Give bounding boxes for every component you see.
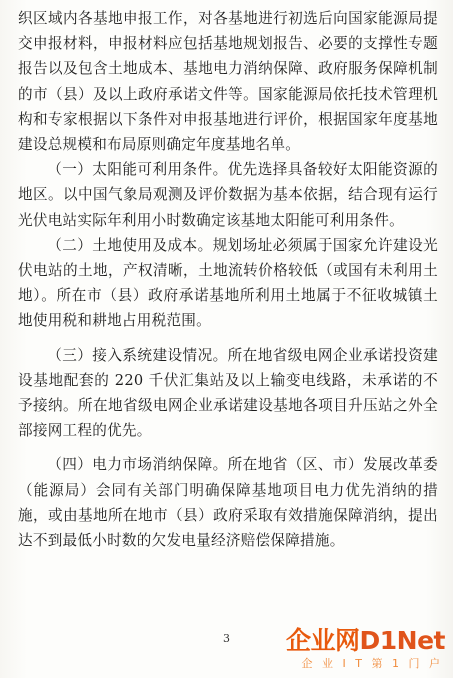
paragraph-solar-conditions: （一）太阳能可利用条件。优先选择具备较好太阳能资源的地区。以中国气象局观测及评价数据为基本依据，结合现有运行光伏电站实际年利用小时数确定该基地太阳能可利用条件。 [18,161,438,229]
document-body [18,6,438,553]
watermark-slogan: 企 业 I T 第 1 门 户 [301,657,443,670]
paragraph-land-use: （二）土地使用及成本。规划场址必须属于国家允许建设光伏电站的土地，产权清晰，土地流转价格较低（或国有未利用土地）。所在市（县）政府承诺基地所利用土地属于不征收城镇土地使用税和耕地占用税范围。 [18,236,438,330]
page-number: 3 [223,632,230,645]
watermark-brand [286,628,445,654]
watermark-brand-net: D1Net [359,626,445,655]
paragraph-intro: 织区域内各基地申报工作，对各基地进行初选后向国家能源局提交申报材料，申报材料应包括基地规划报告、必要的支撑性专题报告以及包含土地成本、基地电力消纳保障、政府服务保障机制的市（县）及以上政府承诺文件等。国家能源局依托技术管理机构和专家根据以下条件对申报基地进行评价，根据国家年度基地建设总规模和布局原则确定年度基地名单。 [18,10,438,154]
paragraph-market-consumption: （四）电力市场消纳保障。所在地省（区、市）发展改革委（能源局）会同有关部门明确保障基地项目电力优先消纳的措施，或由基地所在地市（县）政府采取有效措施保障消纳，提出达不到最低小时数的欠发电量经济赔偿保障措施。 [18,456,438,550]
watermark-brand-cn: 企业网 [286,626,360,655]
paragraph-grid-connection: （三）接入系统建设情况。所在地省级电网企业承诺投资建设基地配套的 220 千伏汇集站及以上输变电线路，未承诺的不予接纳。所在地省级电网企业承诺建设基地各项目升压站之外全部接网工程的优先。 [18,346,438,440]
watermark-logo [277,628,447,672]
